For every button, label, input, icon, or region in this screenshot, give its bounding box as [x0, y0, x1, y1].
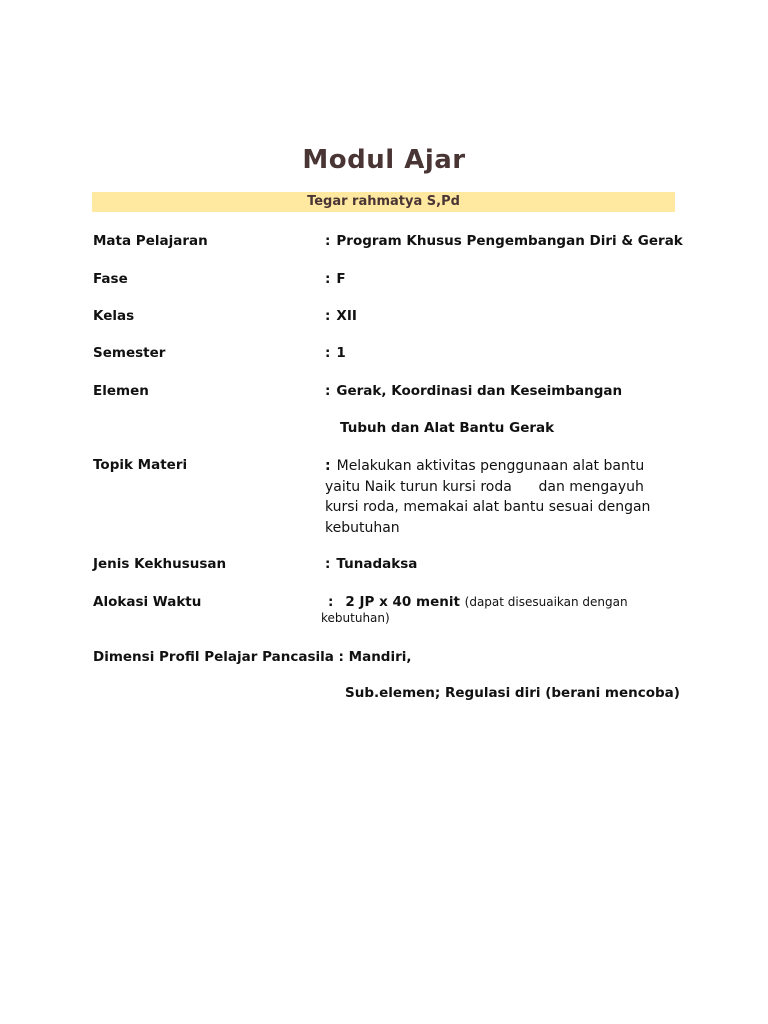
field-value: [325, 345, 346, 361]
field-label: Alokasi Waktu: [93, 594, 202, 610]
field-separator: :: [328, 594, 334, 610]
field-separator: :: [325, 556, 331, 572]
author-banner: [92, 192, 675, 212]
field-value: [325, 556, 417, 572]
topik-line-1-text: Melakukan aktivitas penggunaan alat bantu: [336, 458, 645, 474]
field-label: Mata Pelajaran: [93, 233, 208, 249]
field-separator: :: [325, 383, 331, 399]
topik-line-1: [325, 456, 650, 477]
field-value: [325, 383, 622, 399]
field-value-text: Gerak, Koordinasi dan Keseimbangan: [336, 383, 623, 399]
field-label: Elemen: [93, 383, 149, 399]
field-separator: :: [325, 233, 331, 249]
field-value: [325, 271, 346, 287]
field-label: Semester: [93, 345, 166, 361]
author-name: Tegar rahmatya S,Pd: [307, 194, 460, 209]
field-label: Kelas: [93, 308, 135, 324]
field-label: Dimensi Profil Pelajar Pancasila: [93, 649, 334, 665]
field-value: [328, 594, 628, 610]
field-label: Fase: [93, 271, 128, 287]
field-value: [325, 233, 683, 249]
topik-line-4: kebutuhan: [325, 519, 400, 536]
field-label: Topik Materi: [93, 457, 188, 473]
field-separator: :: [325, 458, 331, 474]
field-separator: :: [325, 308, 331, 324]
field-label: Jenis Kekhususan: [93, 556, 227, 572]
topik-materi-value: [325, 456, 650, 538]
dimensi-sub-elemen: Sub.elemen; Regulasi diri (berani mencoba): [345, 685, 680, 701]
field-value-text: 2 JP x 40 menit: [345, 594, 460, 610]
field-separator: :: [338, 649, 344, 665]
field-value-text: 1: [336, 345, 346, 361]
topik-line-2: yaitu Naik turun kursi roda dan mengayuh: [325, 478, 644, 495]
document-title: Modul Ajar: [302, 145, 466, 175]
field-value-text: Program Khusus Pengembangan Diri & Gerak: [336, 233, 683, 249]
field-separator: :: [325, 271, 331, 287]
topik-line-3: kursi roda, memakai alat bantu sesuai dengan: [325, 499, 651, 515]
field-value-text: F: [336, 271, 346, 287]
field-value: [325, 308, 357, 324]
field-note-continuation: kebutuhan): [321, 611, 390, 625]
field-value-text: Mandiri,: [348, 649, 412, 665]
field-value-continuation: Tubuh dan Alat Bantu Gerak: [340, 420, 555, 436]
field-value-text: XII: [336, 308, 357, 324]
field-row-dimensi: [93, 649, 412, 665]
field-value-text: Tunadaksa: [336, 556, 418, 572]
field-note: (dapat disesuaikan dengan: [464, 595, 628, 609]
field-separator: :: [325, 345, 331, 361]
